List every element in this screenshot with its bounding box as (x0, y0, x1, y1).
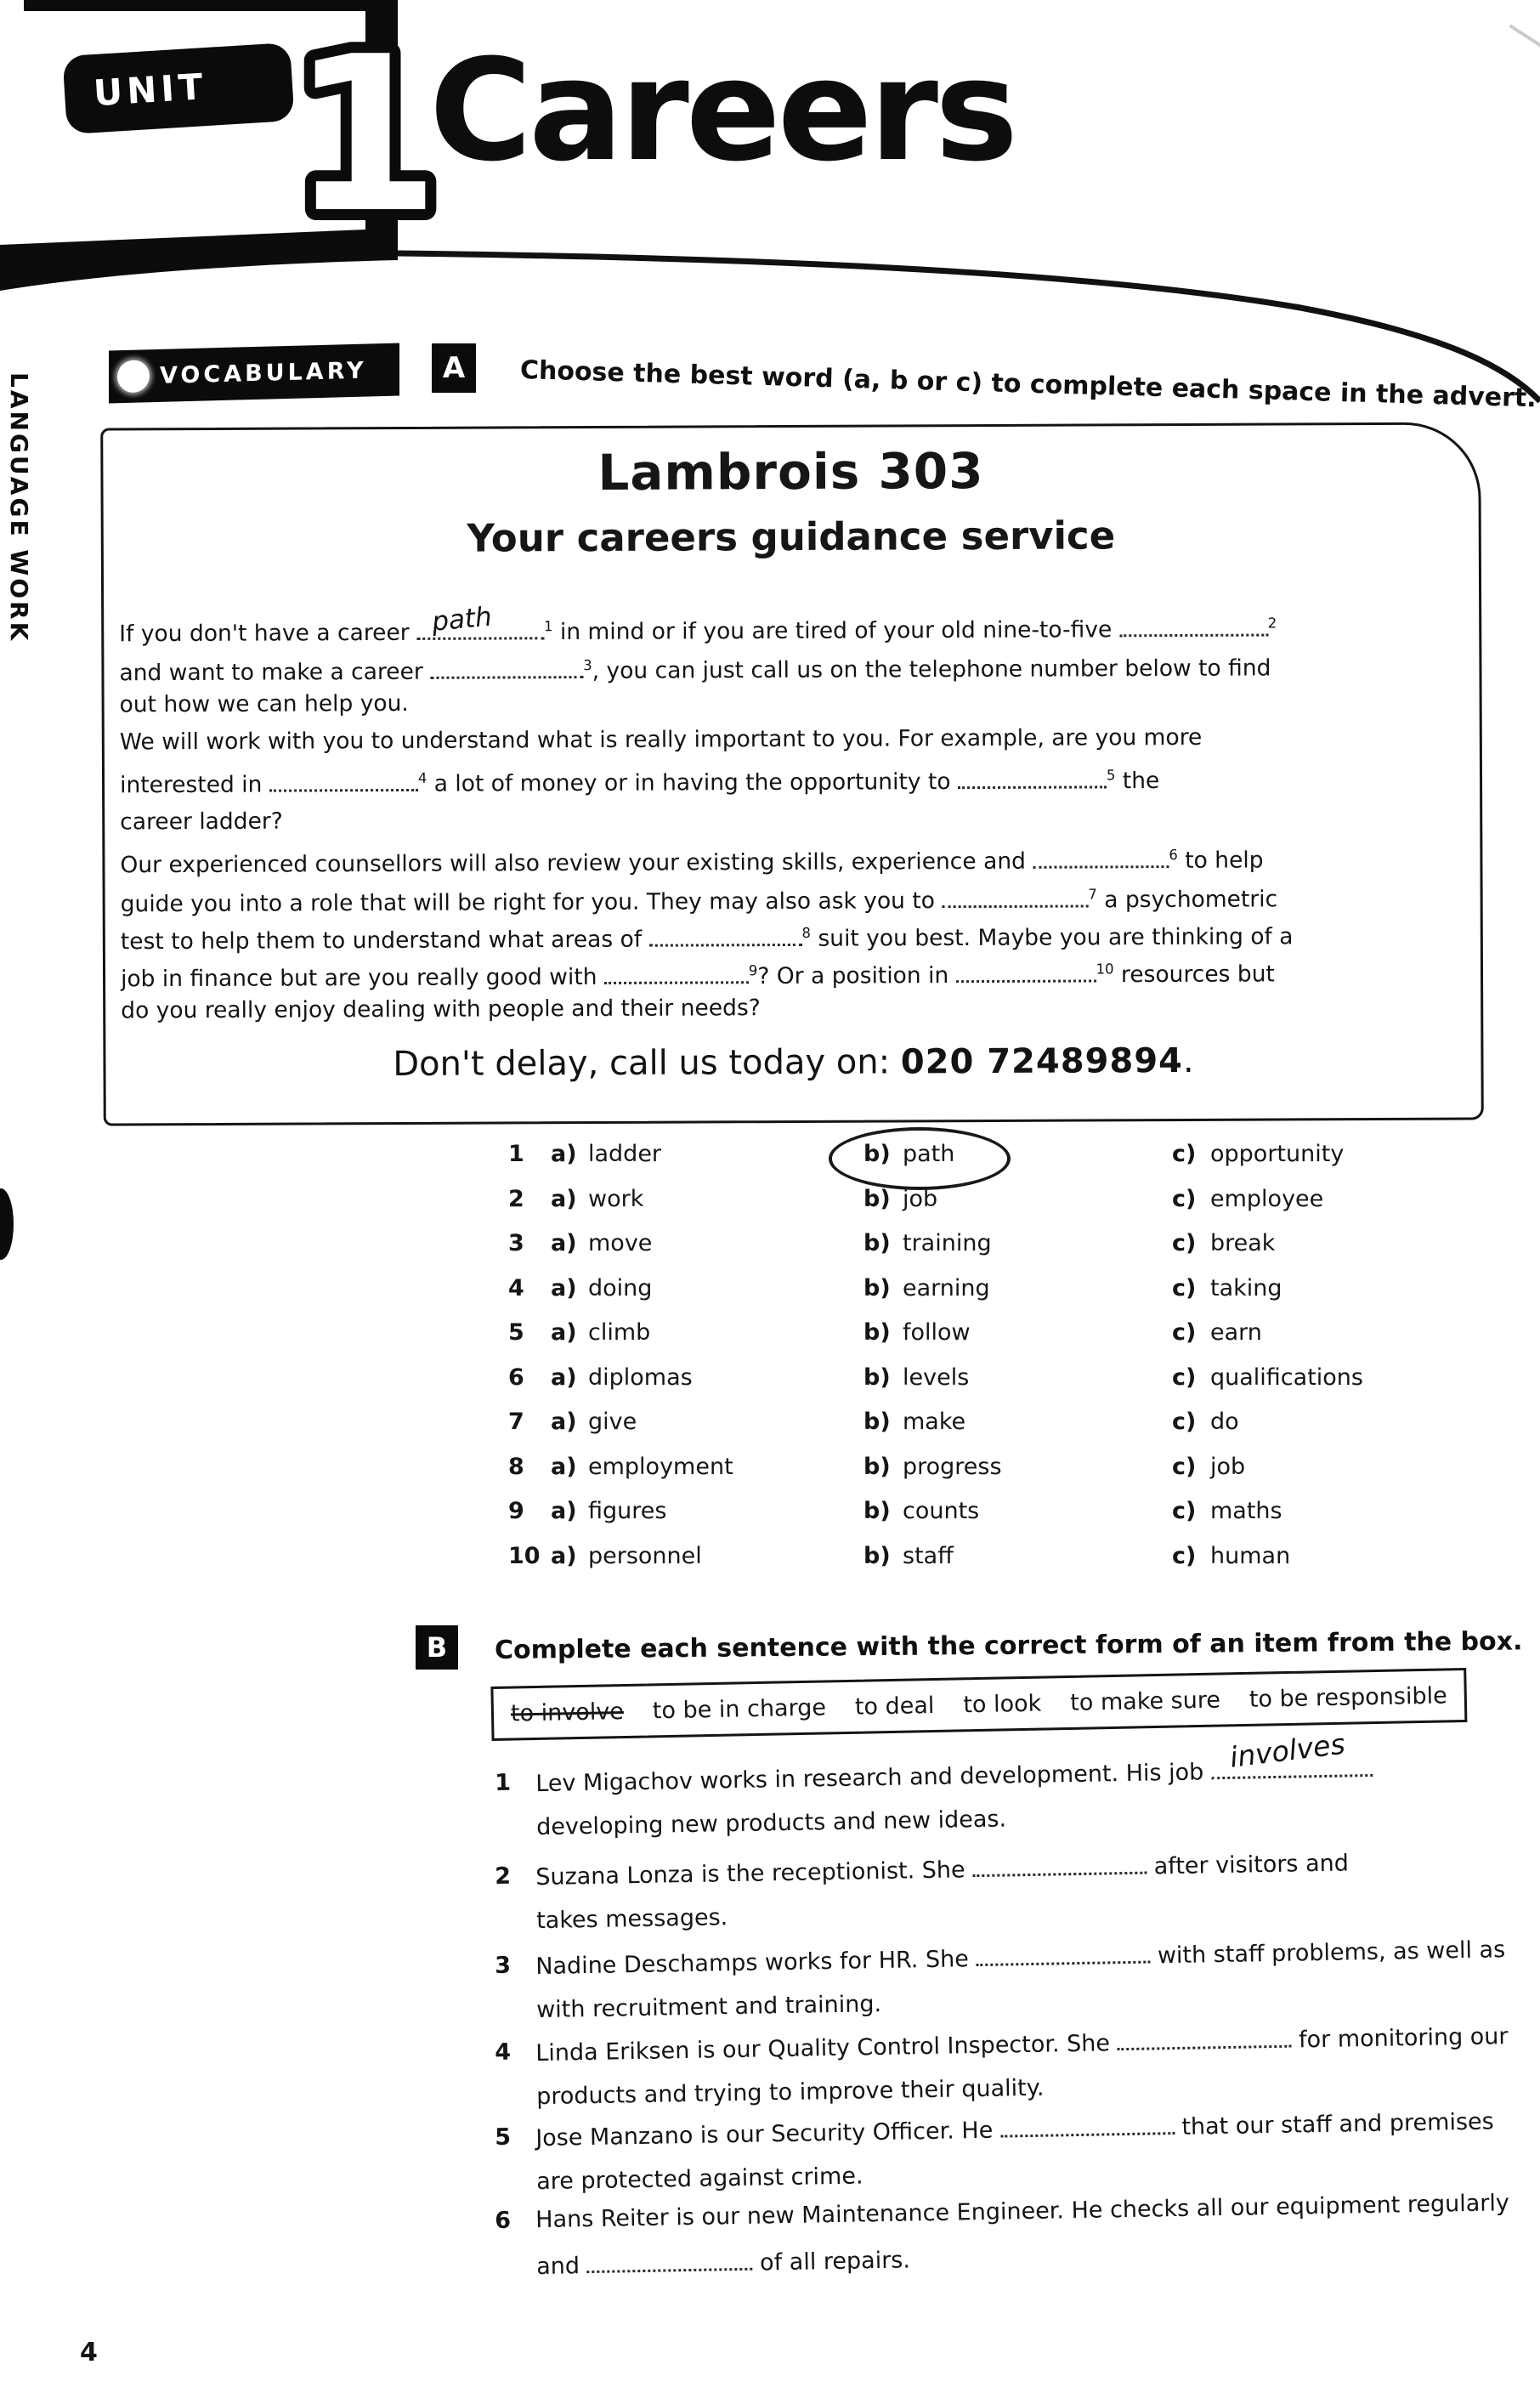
advert-line (121, 916, 1465, 958)
advert-line (121, 953, 1465, 995)
fill-in-blank (1000, 2112, 1175, 2138)
phrase-item: to deal (854, 1692, 935, 1721)
text-segment: Hans Reiter is our new Maintenance Engineer. He checks all our equipment regularly (535, 2190, 1510, 2234)
advert-subtitle: Your careers guidance service (467, 513, 1116, 561)
fill-in-blank (1211, 1726, 1373, 1779)
blank-number: 10 (1096, 961, 1114, 978)
handwritten-answer: involves (1228, 1726, 1348, 1774)
option-label: a) (551, 1319, 577, 1346)
option-label: b) (863, 1364, 891, 1391)
text-segment: products and trying to improve their quality. (535, 2074, 1045, 2111)
option-label: c) (1172, 1498, 1197, 1524)
option-label: c) (1172, 1141, 1197, 1167)
option-label: 9 (508, 1498, 524, 1524)
exercise-a-chip: A (432, 343, 476, 393)
option-word: work (588, 1185, 644, 1212)
text-segment: job in finance but are you really good with (120, 963, 604, 993)
fill-in-blank (958, 767, 1107, 789)
option-label: c) (1172, 1409, 1197, 1435)
option-word: qualifications (1210, 1364, 1363, 1391)
option-word: make (903, 1409, 966, 1435)
text-segment: guide you into a role that will be right for you. They may also ask you to (120, 887, 943, 918)
text-segment: test to help them to understand what areas of (120, 926, 649, 955)
option-word: employee (1210, 1185, 1324, 1212)
option-label: a) (551, 1409, 577, 1435)
text-segment: Our experienced counsellors will also review your existing skills, experience and (120, 848, 1033, 879)
option-label: a) (551, 1274, 577, 1301)
text-segment: takes messages. (535, 1904, 728, 1935)
option-label: c) (1172, 1453, 1197, 1480)
text-segment: do you really enjoy dealing with people and their needs? (121, 995, 761, 1024)
option-word: break (1210, 1230, 1276, 1256)
sentence-number: 4 (495, 2038, 512, 2066)
advert-line (121, 990, 1465, 1027)
advert-box (100, 422, 1484, 1125)
option-row (508, 1498, 1528, 1532)
option-label: a) (551, 1141, 577, 1167)
svg-text:1: 1 (291, 11, 440, 258)
option-label: c) (1172, 1364, 1197, 1391)
option-label: a) (551, 1364, 577, 1391)
text-segment: developing new products and new ideas. (535, 1806, 1007, 1841)
fill-in-blank (956, 961, 1096, 983)
fill-in-blank (586, 2248, 752, 2273)
text-segment: , you can just call us on the telephone number below to find (592, 655, 1271, 684)
option-label: a) (551, 1498, 577, 1524)
advert-footer (105, 1040, 1481, 1085)
text-segment: career ladder? (120, 808, 283, 836)
vocabulary-label: VOCABULARY (160, 357, 367, 389)
fill-in-blank (648, 924, 801, 946)
page-title: Careers (429, 29, 1016, 192)
option-label: a) (551, 1453, 577, 1480)
option-label: b) (863, 1185, 891, 1212)
advert-title: Lambrois 303 (597, 442, 984, 502)
advert-line (119, 647, 1464, 689)
sentence-item (495, 2190, 1516, 2298)
option-word: follow (903, 1319, 971, 1346)
option-row (508, 1543, 1528, 1577)
option-label: c) (1172, 1230, 1197, 1256)
option-word: training (903, 1230, 992, 1256)
text-segment: Linda Eriksen is our Quality Control Inspector. She (535, 2030, 1118, 2067)
text-segment: a psychometric (1096, 886, 1278, 914)
blank-number: 2 (1267, 615, 1277, 632)
fill-in-blank (430, 656, 583, 678)
sentence-lines (535, 1726, 1516, 1859)
exercise-b-instruction: Complete each sentence with the correct form of an item from the box. (494, 1626, 1523, 1665)
fill-in-blank (1119, 615, 1268, 637)
option-label: b) (863, 1409, 891, 1435)
fill-in-blank (972, 1852, 1147, 1878)
text-segment: Lev Migachov works in research and development. His job (535, 1759, 1212, 1798)
option-word: earning (903, 1274, 990, 1301)
blank-number: 8 (801, 924, 812, 941)
blank-number: 3 (583, 657, 592, 674)
option-word: progress (903, 1453, 1002, 1480)
fill-in-blank (416, 601, 544, 640)
sentence-number: 6 (495, 2207, 512, 2234)
fill-in-blank (1033, 846, 1169, 868)
text-segment: for monitoring our (1291, 2023, 1509, 2054)
advert-line (120, 759, 1464, 802)
advert-phone-number: 020 72489894 (900, 1040, 1184, 1082)
option-word: counts (903, 1498, 980, 1524)
option-word: figures (588, 1498, 667, 1524)
blank-number: 1 (543, 618, 553, 635)
option-word: job (903, 1185, 938, 1212)
blank-number: 4 (417, 769, 427, 786)
blank-number: 6 (1169, 847, 1178, 864)
option-label: 3 (508, 1230, 524, 1256)
blank-number: 5 (1106, 767, 1116, 784)
option-label: 1 (508, 1141, 524, 1167)
advert-line (120, 684, 1464, 721)
blank-number: 7 (1088, 886, 1097, 903)
text-segment: with staff problems, as well as (1150, 1936, 1506, 1970)
sidebar-section-label: LANGUAGE WORK (5, 372, 33, 644)
option-row (508, 1186, 1528, 1220)
text-segment: and want to make a career (119, 658, 431, 687)
option-row (508, 1454, 1528, 1488)
advert-footer-text: Don't delay, call us today on: (393, 1042, 901, 1085)
answer-options-list (508, 1141, 1528, 1617)
option-label: c) (1172, 1274, 1197, 1301)
option-label: b) (863, 1453, 891, 1480)
option-word: ladder (588, 1141, 662, 1167)
option-label: 4 (508, 1274, 524, 1301)
text-segment: We will work with you to understand what is really important to you. For example, are you more (119, 723, 1203, 756)
option-word: diplomas (588, 1364, 693, 1391)
sentence-lines (535, 2190, 1516, 2297)
option-word: human (1210, 1542, 1291, 1569)
option-row (508, 1364, 1528, 1398)
option-label: 7 (508, 1409, 524, 1435)
advert-footer-period: . (1182, 1040, 1194, 1080)
text-segment: after visitors and (1146, 1850, 1350, 1880)
phrase-item: to look (963, 1690, 1042, 1718)
text-segment: ? Or a position in (757, 961, 956, 990)
text-segment: interested in (119, 771, 269, 799)
fill-in-blank (269, 769, 418, 791)
phrase-item: to be in charge (652, 1693, 827, 1724)
option-word: personnel (588, 1542, 702, 1569)
text-segment: Suzana Lonza is the receptionist. She (535, 1857, 973, 1891)
option-label: 6 (508, 1364, 524, 1391)
phrase-item: to be responsible (1248, 1681, 1447, 1713)
option-label: 10 (508, 1542, 541, 1569)
exercise-b-chip: B (416, 1625, 458, 1670)
option-label: 5 (508, 1319, 524, 1346)
advert-line (120, 839, 1464, 882)
option-word: taking (1210, 1274, 1282, 1301)
option-label: c) (1172, 1185, 1197, 1212)
binding-mark (0, 1188, 14, 1260)
option-row (508, 1275, 1528, 1309)
sentence-number: 3 (495, 1952, 512, 1979)
text-segment: with recruitment and training. (535, 1991, 882, 2024)
vocabulary-badge (109, 343, 399, 404)
option-word: employment (588, 1453, 733, 1480)
option-label: c) (1172, 1319, 1197, 1346)
option-row (508, 1230, 1528, 1264)
exercise-a-instruction: Choose the best word (a, b or c) to complete each space in the advert. (519, 355, 1537, 414)
text-segment: that our staff and premises (1174, 2108, 1494, 2140)
sentence-number: 2 (495, 1863, 512, 1890)
text-segment: Jose Manzano is our Security Officer. He (535, 2117, 1001, 2152)
fill-in-blank (942, 886, 1088, 908)
text-segment: the (1115, 767, 1160, 795)
option-label: 8 (508, 1453, 524, 1480)
option-word: climb (588, 1319, 651, 1346)
advert-line (121, 878, 1465, 921)
handwritten-answer: path (430, 601, 493, 638)
fill-in-blank (604, 962, 749, 984)
sentence-number: 5 (495, 2123, 512, 2151)
option-word: doing (588, 1274, 653, 1301)
option-label: b) (863, 1274, 891, 1301)
option-word: staff (903, 1542, 954, 1569)
unit-label: UNIT (92, 65, 208, 115)
text-segment: of all repairs. (752, 2247, 911, 2276)
option-label: 2 (508, 1185, 524, 1212)
option-label: b) (863, 1230, 891, 1256)
option-label: b) (863, 1141, 891, 1167)
text-segment: to help (1177, 847, 1264, 874)
option-label: b) (863, 1319, 891, 1346)
option-label: b) (863, 1542, 891, 1569)
option-word: give (588, 1409, 637, 1435)
text-segment: If you don't have a career (119, 619, 417, 648)
sentence-number: 1 (495, 1769, 512, 1796)
option-word: maths (1210, 1498, 1282, 1524)
text-segment: suit you best. Maybe you are thinking of a (810, 923, 1294, 952)
blank-number: 9 (748, 962, 758, 979)
advert-line (120, 722, 1464, 758)
option-word: earn (1210, 1319, 1262, 1346)
fill-in-blank (1117, 2026, 1291, 2051)
option-word: move (588, 1230, 653, 1256)
option-label: a) (551, 1185, 577, 1212)
vocabulary-dot-icon (117, 360, 150, 393)
option-word: opportunity (1210, 1141, 1345, 1167)
option-word: do (1210, 1409, 1239, 1435)
option-word: levels (903, 1364, 970, 1391)
phrase-item: to make sure (1069, 1687, 1221, 1716)
phrase-item-used: to involve (510, 1698, 625, 1727)
option-word: path (903, 1141, 955, 1167)
option-label: a) (551, 1230, 577, 1256)
page-number: 4 (80, 2338, 98, 2367)
text-segment: resources but (1113, 961, 1275, 989)
advert-line (119, 601, 1464, 650)
option-row (508, 1409, 1528, 1443)
sentence-item (495, 1726, 1516, 1860)
text-segment: are protected against crime. (535, 2163, 863, 2196)
text-segment: a lot of money or in having the opportunity to (427, 768, 959, 797)
option-row (508, 1319, 1528, 1353)
text-segment: and (535, 2253, 587, 2281)
option-label: b) (863, 1498, 891, 1524)
text-segment: Nadine Deschamps works for HR. She (535, 1946, 977, 1981)
fill-in-blank (976, 1942, 1150, 1967)
text-segment: out how we can help you. (119, 689, 409, 718)
advert-line (120, 802, 1464, 838)
option-row (508, 1141, 1528, 1175)
option-word: job (1210, 1453, 1246, 1480)
option-label: c) (1172, 1542, 1197, 1569)
option-label: a) (551, 1542, 577, 1569)
text-segment: in mind or if you are tired of your old nine-to-five (552, 616, 1119, 646)
